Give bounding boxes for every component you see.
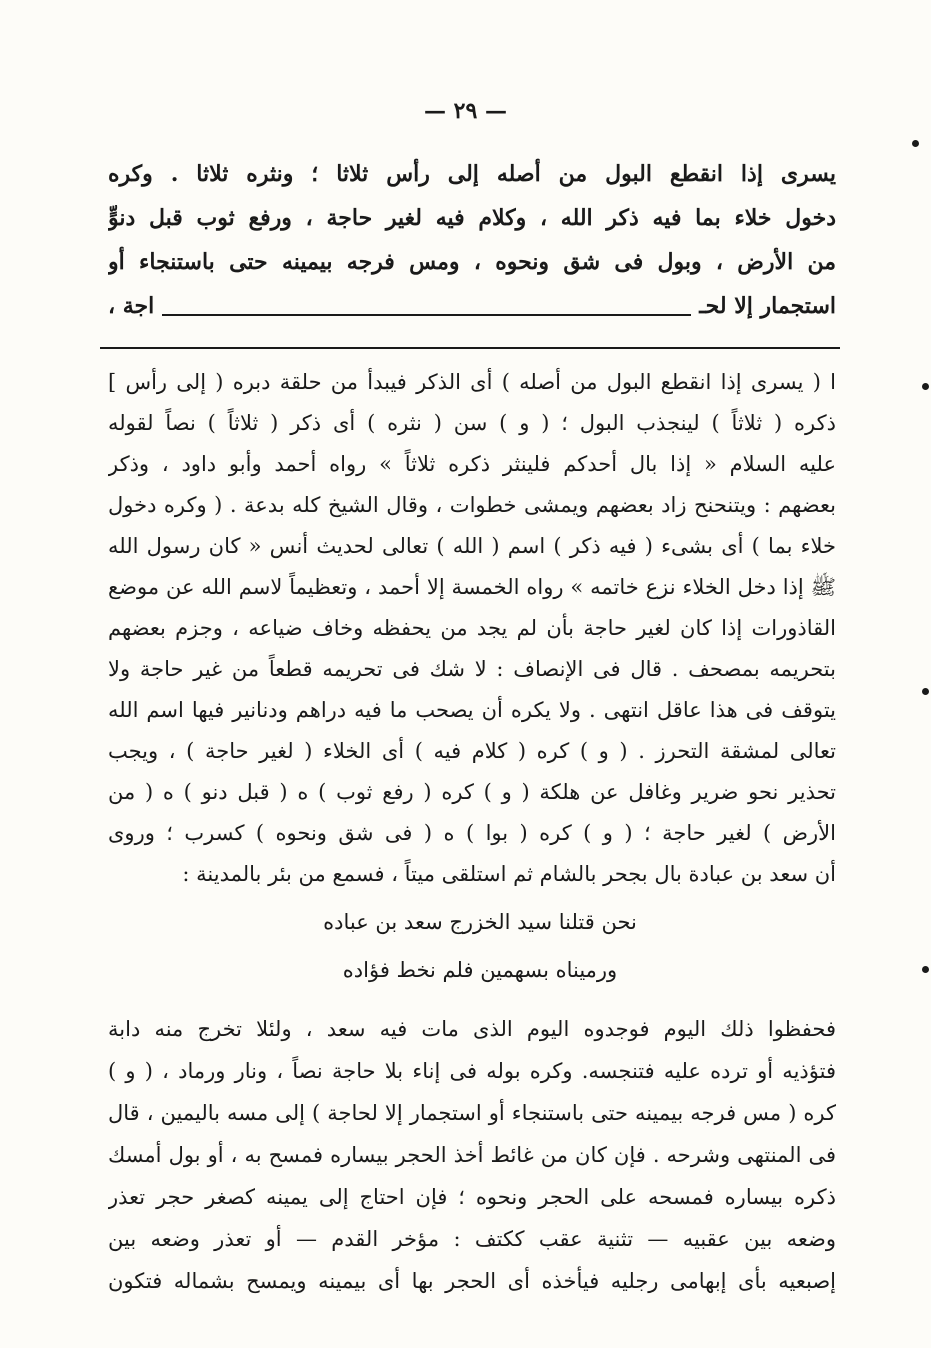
sharh-end-line: أن سعد بن عبادة بال بجحر بالشام ثم استلقى ميتاً ، فسمع من بئر بالمدينة : — [182, 862, 836, 886]
binding-hole-mark — [912, 140, 919, 147]
sharh-line: ذكره ( ثلاثاً ) لينجذب البول ؛ ( و ) سن ( نثره ) أى ذكر ( ثلاثاً ) نصاً لقوله — [108, 411, 836, 435]
sharh2-line: ذكره بيساره فمسحه على الحجر ونحوه ؛ فإن احتاج إلى يمينه كصغر حجر تعذر — [108, 1185, 836, 1209]
binding-hole-mark — [922, 688, 929, 695]
sharh-line: ﷺ إذا دخل الخلاء نزع خاتمه » رواه الخمسة إلا أحمد ، وتعظيماً لاسم الله عن موضع — [108, 575, 836, 599]
sharh2-line: كره ( مس فرجه بيمينه حتى باستنجاء أو استجمار إلا لحاجة ) إلى مسه باليمين ، قال — [108, 1101, 836, 1125]
sharh-line: يتوقف فى هذا عاقل انتهى . ولا يكره أن يصحب ما فيه دراهم ودنانير فيها اسم الله — [108, 698, 836, 722]
sharh-text-continued — [108, 1008, 836, 1302]
page-number: — ٢٩ — — [424, 98, 507, 124]
matn-line: يسرى إذا انقطع البول من أصله إلى رأس ثلاثا ؛ ونثره ثلاثا . وكره — [108, 161, 836, 187]
matn-text — [108, 152, 836, 328]
sharh-line: الأرض ) لغير حاجة ؛ ( و ) كره ( بوا ) ه ( فى شق ونحوه ) كسرب ؛ وروى — [108, 821, 836, 845]
sharh2-line: وضعه بين عقبيه — تثنية عقب ككتف : مؤخر القدم — أو تعذر وضعه بين — [108, 1227, 836, 1251]
binding-hole-mark — [922, 383, 929, 390]
sharh-line: تحذير نحو ضرير وغافل عن هلكة ( و ) كره ( رفع ثوب ) ه ( قبل دنو ) ه ( من — [108, 780, 836, 804]
matn-last-start: استجمار إلا لحـ — [699, 293, 836, 319]
blank-rule — [162, 296, 691, 316]
matn-line: دخول خلاء بما فيه ذكر الله ، وكلام فيه لغير حاجة ، ورفع ثوب قبل دنوٍّ — [108, 205, 836, 231]
binding-hole-mark — [922, 966, 929, 973]
matn-last-line — [108, 284, 836, 328]
sharh-line: تعالى لمشقة التحرز . ( و ) كره ( كلام فيه ) أى الخلاء ( لغير حاجة ) ، ويجب — [108, 739, 836, 763]
section-divider — [100, 347, 840, 349]
verse-line-2: ورميناه بسهمين فلم نخط فؤاده — [342, 958, 618, 982]
sharh2-line: فحفظوا ذلك اليوم فوجدوه اليوم الذى مات فيه سعد ، ولئلا تخرج منه دابة — [108, 1017, 836, 1041]
matn-last-end: اجة ، — [108, 293, 155, 319]
matn-line: من الأرض ، وبول فى شق ونحوه ، ومس فرجه بيمينه حتى باستنجاء أو — [108, 249, 836, 275]
sharh-text — [108, 362, 836, 895]
sharh-line: ا ( يسرى إذا انقطع البول من أصله ) أى الذكر فيبدأ من حلقة دبره ( إلى رأس ] — [108, 370, 836, 394]
sharh2-line: إصبعيه بأى إبهامى رجليه فيأخذه أى الحجر بها أى بيمينه ويمسح بشماله فتكون — [108, 1269, 836, 1293]
sharh-line: عليه السلام « إذا بال أحدكم فلينثر ذكره ثلاثاً » رواه أحمد وأبو داود ، وذكر — [108, 452, 836, 476]
sharh-line: بعضهم : ويتنحنح زاد بعضهم ويمشى خطوات ، وقال الشيخ كله بدعة . ( وكره دخول — [108, 493, 836, 517]
sharh-line: القاذورات إذا كان لغير حاجة بأن لم يجد من يحفظه وخاف ضياعه ، وجزم بعضهم — [108, 616, 836, 640]
sharh-line: خلاء بما ) أى بشىء ( فيه ذكر ) اسم ( الله ) تعالى لحديث أنس « كان رسول الله — [108, 534, 836, 558]
sharh2-line: فى المنتهى وشرحه . فإن كان من غائط أخذ الحجر بيساره فمسح به ، أو بول أمسك — [108, 1143, 836, 1167]
sharh2-line: فتؤذيه أو ترده عليه فتنجسه. وكره بوله فى إناء بلا حاجة نصاً ، ونار ورماد ، ( و ) — [108, 1059, 836, 1083]
sharh-line: بتحريمه بمصحف . قال فى الإنصاف : لا شك فى تحريمه قطعاً من غير حاجة ولا — [108, 657, 836, 681]
verse-line-1: نحن قتلنا سيد الخزرج سعد بن عباده — [323, 910, 637, 934]
